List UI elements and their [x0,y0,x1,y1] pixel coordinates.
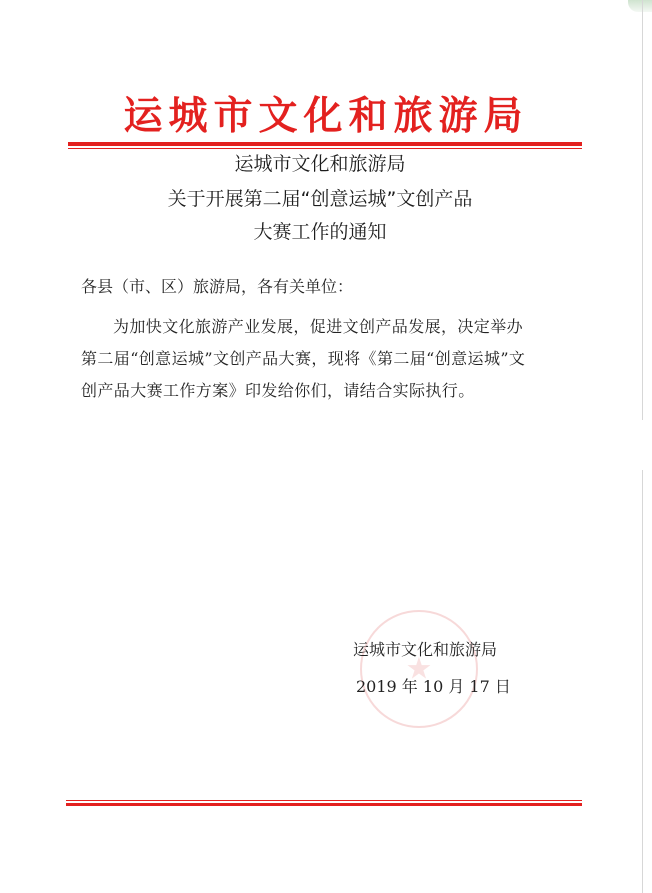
document-title-line-3: 大赛工作的通知 [253,221,387,243]
body-paragraph: 为加快文化旅游产业发展，促进文创产品发展，决定举办第二届“创意运城”文创产品大赛，现将《第二届“创意运城”文创产品大赛工作方案》印发给你们，请结合实际执行。 [81,317,526,400]
official-seal-icon [360,610,478,728]
signature-date: 2019 年 10 月 17 日 [356,677,511,696]
seal-star-icon: ★ [405,651,433,687]
salutation: 各县（市、区）旅游局，各有关单位： [81,277,354,296]
letterhead-rule-thick [68,142,582,146]
signature-organization: 运城市文化和旅游局 [353,640,498,659]
letterhead-rule-thin [68,148,582,149]
scan-corner-mark [628,0,652,12]
footer-rule-thin [66,800,582,801]
footer-rule-thick [66,803,582,806]
document-title-line-1: 运城市文化和旅游局 [234,153,406,175]
scan-edge-line [642,0,643,420]
scan-edge-line [642,470,643,893]
document-title-line-2: 关于开展第二届“创意运城”文创产品 [167,188,473,210]
letterhead-title: 运城市文化和旅游局 [123,93,529,139]
